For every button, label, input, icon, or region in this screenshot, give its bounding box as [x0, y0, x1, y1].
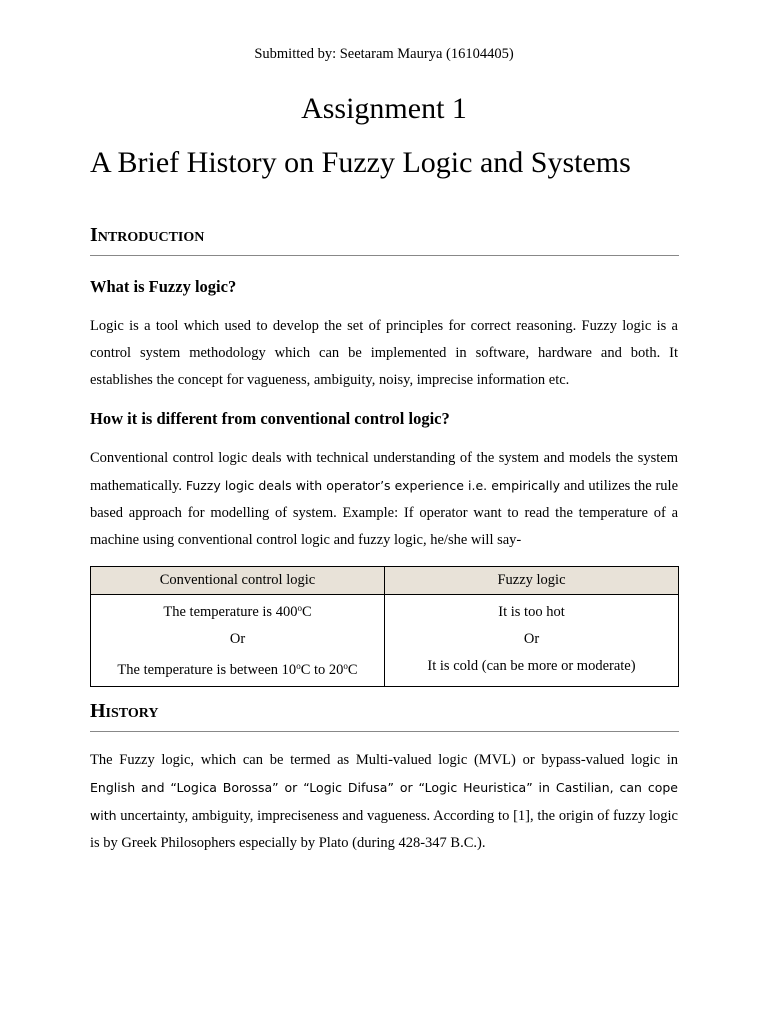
assignment-title: Assignment 1 — [301, 92, 467, 125]
table-row — [91, 595, 679, 687]
header-conventional: Conventional control logic — [91, 567, 385, 595]
conventional-line-3: The temperature is between 10$^o$C to 20$^o$C — [117, 661, 358, 678]
difference-text-1: Conventional control logic deals with technical understanding of the system and models the system mathematically. — [90, 450, 678, 494]
table-header-row — [91, 567, 679, 595]
conventional-line-2: Or — [229, 631, 246, 647]
fuzzy-line-1: It is too hot — [498, 604, 565, 620]
history-heading: History — [90, 700, 679, 732]
what-is-fuzzy-paragraph: Logic is a tool which used to develop the set of principles for correct reasoning. Fuzzy logic is a control system methodology which can be implemented in software, hardware and both. It establishes the concept for vagueness, ambiguity, noisy, imprecise information etc. — [90, 318, 678, 388]
header-fuzzy: Fuzzy logic — [385, 567, 679, 595]
document-title: A Brief History on Fuzzy Logic and Systems — [90, 146, 631, 179]
what-is-fuzzy-heading: What is Fuzzy logic? — [90, 277, 237, 296]
conventional-line-1: The temperature is 400$^o$C — [163, 603, 312, 620]
difference-text-2: and utilizes the rule based approach for modelling of system. Example: If operator want to read the temperature of a machine using conventional control logic and fuzzy logic, he/she will say- — [90, 478, 679, 548]
difference-heading: How it is different from conventional control logic? — [90, 409, 450, 428]
history-text-sans: English and “Logica Borossa” or “Logic Difusa” or “Logic Heuristica” in Castilian, can cope with — [90, 780, 678, 823]
history-text-1: The Fuzzy logic, which can be termed as Multi-valued logic (MVL) or bypass-valued logic in — [90, 752, 678, 768]
introduction-heading: Introduction — [90, 224, 679, 256]
fuzzy-cell — [385, 595, 679, 687]
comparison-table — [90, 566, 679, 687]
fuzzy-line-2: Or — [523, 631, 540, 647]
difference-text-sans: Fuzzy logic deals with operator’s experience i.e. empirically — [185, 478, 560, 493]
submitted-by-line: Submitted by: Seetaram Maurya (16104405) — [254, 46, 514, 62]
difference-paragraph — [90, 445, 678, 554]
conventional-cell — [91, 595, 385, 687]
history-paragraph — [90, 747, 678, 857]
fuzzy-line-3: It is cold (can be more or moderate) — [427, 658, 636, 674]
history-text-2: uncertainty, ambiguity, impreciseness and vagueness. According to [1], the origin of fuzzy logic is by Greek Philosophers especially by Plato (during 428-347 B.C.). — [90, 808, 678, 851]
